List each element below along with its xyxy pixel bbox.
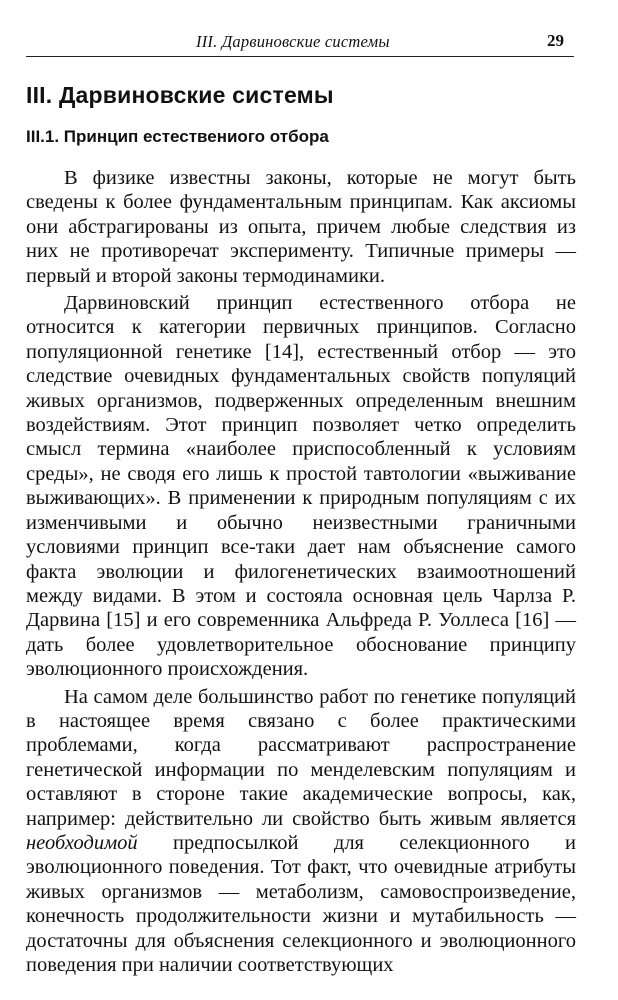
running-title: III. Дарвиновские системы xyxy=(196,32,390,51)
paragraph-3 xyxy=(26,685,576,978)
body-text xyxy=(26,166,576,980)
chapter-title: III. Дарвиновские системы xyxy=(26,82,334,108)
paragraph-3-text-after: предпосылкой для селекционного и эволюционного поведения. Тот факт, что очевидные атрибуты живых организмов — метаболизм, самовоспроизведение, конечность продолжительности жизни и мутабильность — достаточны для объяснения селекционного и эволюционного поведения при наличии соответствующих xyxy=(26,831,576,976)
page-number: 29 xyxy=(547,31,564,50)
paragraph-1: В физике известны законы, которые не могут быть сведены к более фундаментальным принципам. Как аксиомы они абстрагированы из опыта, причем любые следствия из них не противоречат эксперименту. Типичные примеры — первый и второй законы термодинамики. xyxy=(26,167,576,287)
section-title: III.1. Принцип естествениого отбора xyxy=(26,127,329,146)
paragraph-2: Дарвиновский принцип естественного отбора не относится к категории первичных принципов. Согласно популяционной генетике [14], естественный отбор — это следствие очевидных фундаментальных свойств популяций живых организмов, подверженных определенным внешним воздействиям. Этот принцип позволяет четко определить смысл термина «наиболее приспособленный к условиям среды», не сводя его лишь к простой тавтологии «выживание выживающих». В применении к природным популяциям с их изменчивыми и обычно неизвестными граничными условиями принцип все-таки дает нам объяснение самого факта эволюции и филогенетических взаимоотношений между видами. В этом и состояла основная цель Чарлза Р. Дарвина [15] и его современника Альфреда Р. Уоллеса [16] — дать более удовлетворительное обоснование принципу эволюционного происхождения. xyxy=(26,292,576,681)
emphasized-word: необходимой xyxy=(26,831,138,854)
running-header xyxy=(26,24,574,57)
paragraph-3-text-before: На самом деле большинство работ по генетике популяций в настоящее время связано с более практическими проблемами, когда рассматривают распространение генетической информации по менделевским популяциям и оставляют в стороне такие академические вопросы, как, например: действительно ли свойство быть живым является xyxy=(26,685,576,830)
